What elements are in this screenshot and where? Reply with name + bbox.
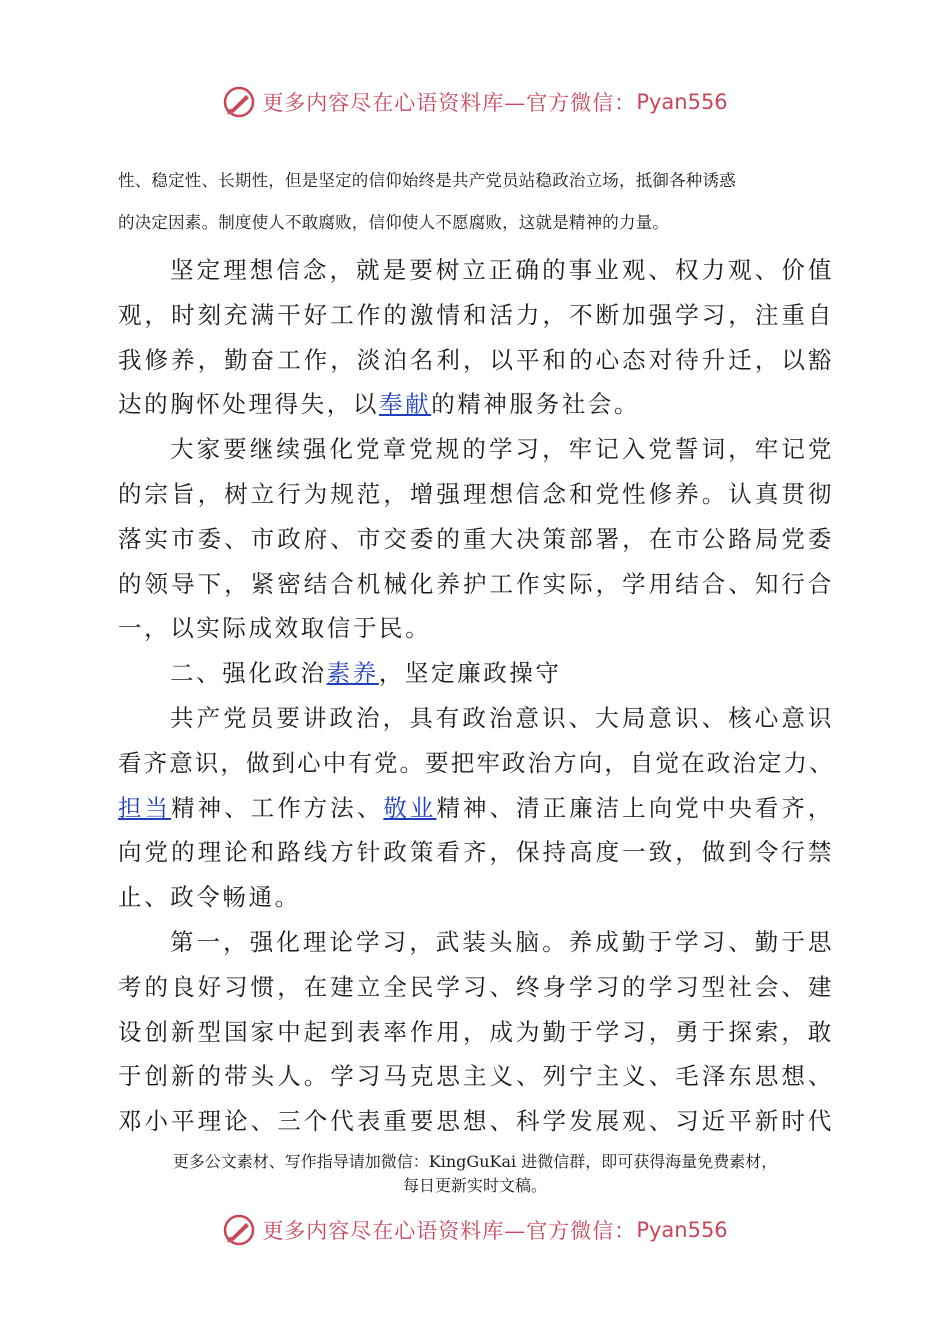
top-line-1: 性、稳定性、长期性，但是坚定的信仰始终是共产党员站稳政治立场，抵御各种诱惑 bbox=[118, 171, 736, 190]
text-line bbox=[118, 651, 834, 696]
section-heading-2 bbox=[118, 651, 834, 696]
text-line: 向党的理论和路线方针政策看齐，保持高度一致，做到令行禁 bbox=[118, 838, 834, 867]
text-line bbox=[118, 382, 834, 427]
paragraph-party-rules bbox=[118, 427, 834, 651]
text-line: 一，以实际成效取信于民。 bbox=[118, 614, 432, 643]
text-line: 的领导下，紧密结合机械化养护工作实际，学用结合、知行合 bbox=[118, 569, 834, 598]
text-line: 看齐意识，做到心中有党。要把牢政治方向，自觉在政治定力、 bbox=[118, 748, 834, 777]
link-suyang[interactable]: 素养 bbox=[326, 659, 379, 688]
banner-text: 更多内容尽在心语资料库—官方微信： bbox=[262, 1219, 637, 1243]
banner-text: 更多内容尽在心语资料库—官方微信： bbox=[262, 91, 637, 115]
bottom-banner bbox=[0, 1210, 950, 1250]
text-line: 大家要继续强化党章党规的学习，牢记入党誓词，牢记党 bbox=[170, 435, 834, 464]
paragraph-politics bbox=[118, 696, 834, 920]
link-jingye[interactable]: 敬业 bbox=[383, 793, 437, 822]
text-line: 设创新型国家中起到表率作用，成为勤于学习，勇于探索，敢 bbox=[118, 1017, 834, 1046]
text-line: 邓小平理论、三个代表重要思想、科学发展观、习近平新时代 bbox=[118, 1107, 834, 1136]
text-line: 的宗旨，树立行为规范，增强理想信念和党性修养。认真贯彻 bbox=[118, 479, 834, 508]
text-line: 坚定理想信念，就是要树立正确的事业观、权力观、价值 bbox=[170, 256, 834, 284]
text-segment: 精神、清正廉洁上向党中央看齐， bbox=[436, 793, 835, 822]
document-body bbox=[118, 160, 834, 1144]
text-segment: 二、强化政治 bbox=[170, 659, 327, 688]
text-line: 我修养，勤奋工作，淡泊名利，以平和的心态对待升迁，以豁 bbox=[118, 345, 834, 374]
quill-logo-icon bbox=[222, 85, 256, 119]
link-dandang[interactable]: 担当 bbox=[118, 793, 172, 822]
banner-wechat-id: Pyan556 bbox=[636, 90, 728, 114]
text-segment: ，坚定廉政操守 bbox=[378, 659, 562, 688]
text-line: 落实市委、市政府、市交委的重大决策部署，在市公路局党委 bbox=[118, 524, 834, 553]
text-line: 于创新的带头人。学习马克思主义、列宁主义、毛泽东思想、 bbox=[118, 1062, 834, 1091]
link-fengxian[interactable]: 奉献 bbox=[379, 390, 432, 419]
footer-line-2: 每日更新实时文稿。 bbox=[402, 1176, 547, 1195]
footer-note bbox=[0, 1150, 950, 1198]
text-line: 考的良好习惯，在建立全民学习、终身学习的学习型社会、建 bbox=[118, 972, 834, 1001]
text-segment: 的精神服务社会。 bbox=[431, 390, 641, 419]
paragraph-ideals bbox=[118, 248, 834, 427]
paragraph-theory-study bbox=[118, 920, 834, 1144]
text-segment: 精神、工作方法、 bbox=[171, 793, 384, 822]
banner-wechat-id: Pyan556 bbox=[636, 1218, 728, 1242]
top-line-2: 的决定因素。制度使人不敢腐败，信仰使人不愿腐败，这就是精神的力量。 bbox=[118, 213, 670, 232]
text-line: 共产党员要讲政治，具有政治意识、大局意识、核心意识 bbox=[170, 703, 834, 732]
text-line: 第一，强化理论学习，武装头脑。养成勤于学习、勤于思 bbox=[170, 927, 834, 956]
quill-logo-icon bbox=[222, 1213, 256, 1247]
top-banner bbox=[0, 82, 950, 122]
text-line: 止、政令畅通。 bbox=[118, 883, 301, 912]
text-segment: 达的胸怀处理得失，以 bbox=[118, 390, 379, 419]
text-line: 观，时刻充满干好工作的激情和活力，不断加强学习，注重自 bbox=[118, 300, 834, 329]
text-line bbox=[118, 786, 834, 831]
footer-line-1: 更多公文素材、写作指导请加微信：KingGuKai 进微信群，即可获得海量免费素材， bbox=[172, 1152, 778, 1171]
